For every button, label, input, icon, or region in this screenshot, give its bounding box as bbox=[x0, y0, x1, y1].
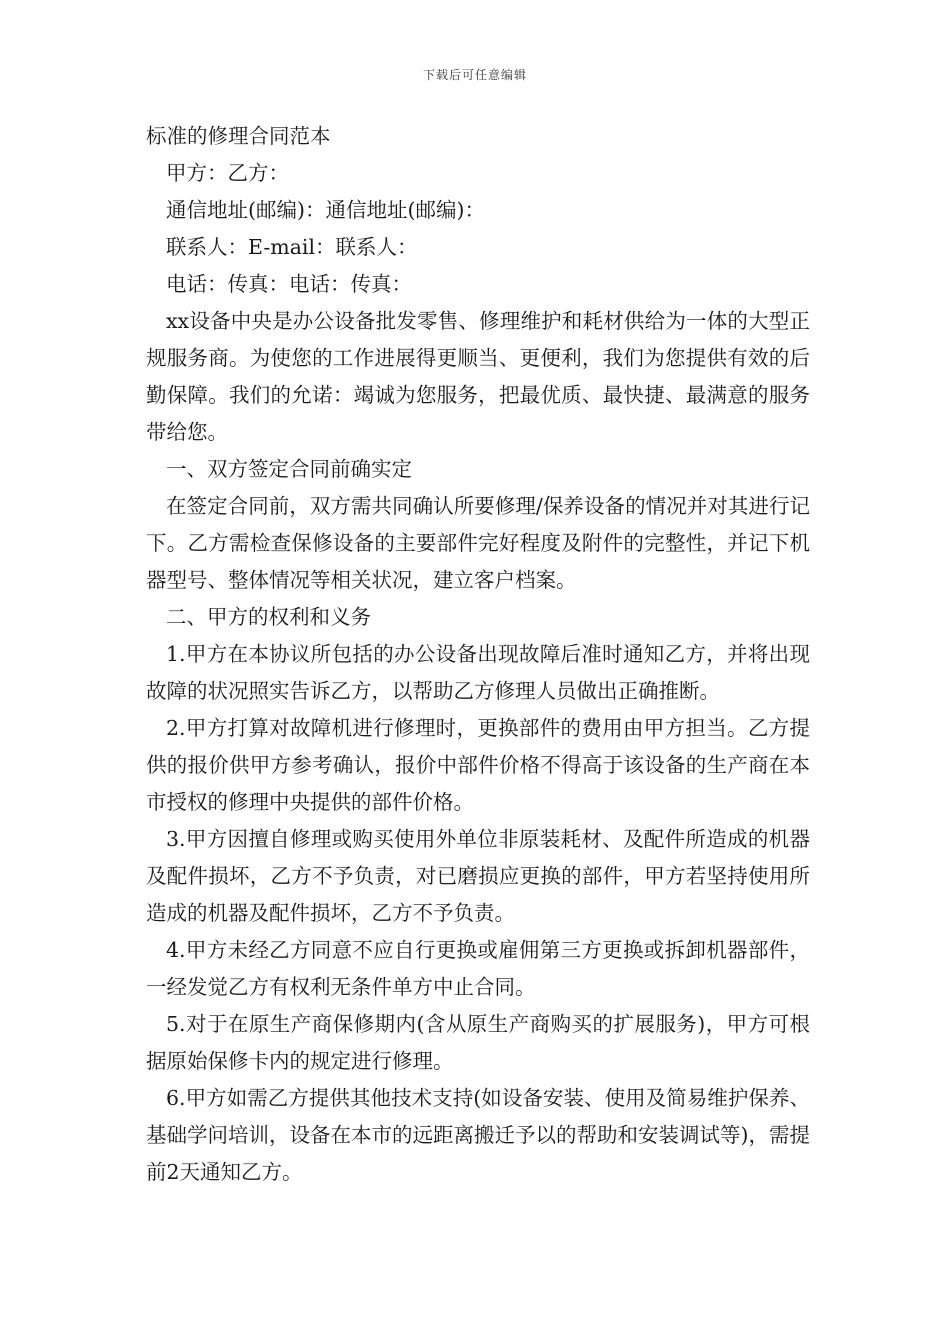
clause-1: 1.甲方在本协议所包括的办公设备出现故障后准时通知乙方，并将出现故障的状况照实告诉乙方，以帮助乙方修理人员做出正确推断。 bbox=[146, 642, 810, 703]
parties-line: 甲方：乙方： bbox=[166, 161, 289, 185]
contact-line: 联系人：E-mail：联系人： bbox=[166, 235, 418, 259]
section2-heading: 二、甲方的权利和义务 bbox=[166, 605, 371, 629]
clause-2: 2.甲方打算对故障机进行修理时，更换部件的费用由甲方担当。乙方提供的报价供甲方参考确认，报价中部件价格不得高于该设备的生产商在本市授权的修理中央提供的部件价格。 bbox=[146, 716, 810, 814]
phone-line: 电话：传真：电话：传真： bbox=[166, 272, 412, 296]
clause-4: 4.甲方未经乙方同意不应自行更换或雇佣第三方更换或拆卸机器部件，一经发觉乙方有权利无条件单方中止合同。 bbox=[146, 938, 810, 999]
document-body bbox=[146, 118, 810, 1191]
address-line: 通信地址(邮编)：通信地址(邮编)： bbox=[166, 198, 485, 222]
clause-5: 5.对于在原生产商保修期内(含从原生产商购买的扩展服务)，甲方可根据原始保修卡内的规定进行修理。 bbox=[146, 1012, 810, 1073]
section1-heading: 一、双方签定合同前确实定 bbox=[166, 457, 412, 481]
page-header-note: 下载后可任意编辑 bbox=[422, 68, 527, 82]
document-title: 标准的修理合同范本 bbox=[146, 124, 331, 148]
section1-paragraph: 在签定合同前，双方需共同确认所要修理/保养设备的情况并对其进行记下。乙方需检查保修设备的主要部件完好程度及附件的完整性，并记下机器型号、整体情况等相关状况，建立客户档案。 bbox=[146, 494, 810, 592]
clause-3: 3.甲方因擅自修理或购买使用外单位非原装耗材、及配件所造成的机器及配件损坏，乙方不予负责，对已磨损应更换的部件，甲方若坚持使用所造成的机器及配件损坏，乙方不予负责。 bbox=[146, 827, 810, 925]
intro-paragraph: xx设备中央是办公设备批发零售、修理维护和耗材供给为一体的大型正规服务商。为使您的工作进展得更顺当、更便利，我们为您提供有效的后勤保障。我们的允诺：竭诚为您服务，把最优质、最快捷、最满意的服务带给您。 bbox=[146, 309, 810, 444]
clause-6: 6.甲方如需乙方提供其他技术支持(如设备安装、使用及简易维护保养、基础学问培训，设备在本市的远距离搬迁予以的帮助和安装调试等)，需提前2天通知乙方。 bbox=[146, 1086, 810, 1184]
